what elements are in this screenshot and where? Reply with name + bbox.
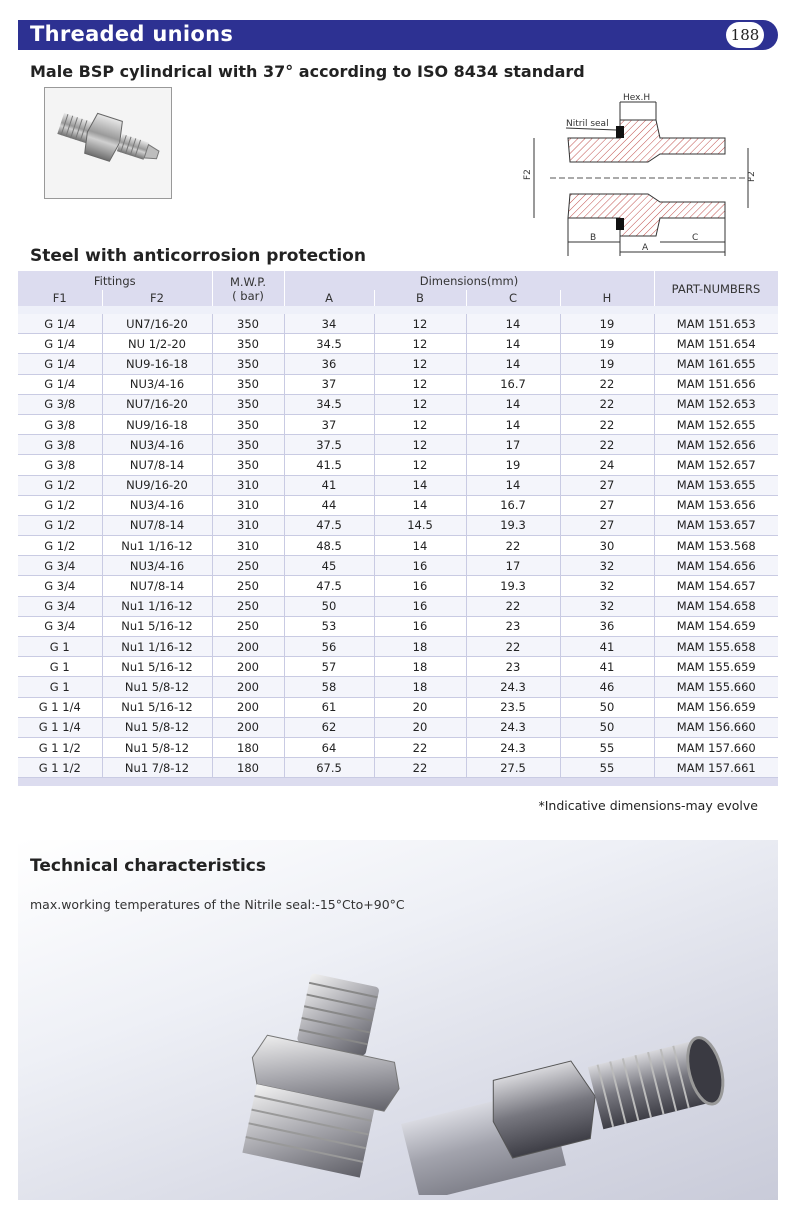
table-row bbox=[18, 677, 778, 697]
cell-f2: NU7/8-14 bbox=[102, 515, 212, 535]
cell-b: 16 bbox=[374, 596, 466, 616]
cell-c: 17 bbox=[466, 556, 560, 576]
table-row bbox=[18, 737, 778, 757]
cell-f2: NU9-16-18 bbox=[102, 354, 212, 374]
cell-c: 27.5 bbox=[466, 758, 560, 778]
fittings-photo bbox=[200, 955, 760, 1195]
cell-f2: NU3/4-16 bbox=[102, 435, 212, 455]
table-row bbox=[18, 697, 778, 717]
label-hex: Hex.H bbox=[623, 93, 651, 103]
cell-part-number: MAM 152.655 bbox=[654, 414, 778, 434]
section-title: Steel with anticorrosion protection bbox=[30, 246, 366, 266]
cell-f1: G 1 1/2 bbox=[18, 737, 102, 757]
cell-f1: G 3/8 bbox=[18, 435, 102, 455]
cell-mwp: 350 bbox=[212, 314, 284, 334]
cell-h: 32 bbox=[560, 556, 654, 576]
cell-part-number: MAM 151.656 bbox=[654, 374, 778, 394]
cell-part-number: MAM 152.653 bbox=[654, 394, 778, 414]
cell-a: 34 bbox=[284, 314, 374, 334]
cell-mwp: 350 bbox=[212, 334, 284, 354]
cell-mwp: 200 bbox=[212, 637, 284, 657]
cell-a: 58 bbox=[284, 677, 374, 697]
cell-a: 34.5 bbox=[284, 394, 374, 414]
header-b: B bbox=[374, 290, 466, 306]
cell-h: 36 bbox=[560, 616, 654, 636]
cell-part-number: MAM 151.653 bbox=[654, 314, 778, 334]
cell-f1: G 1/2 bbox=[18, 536, 102, 556]
table-row bbox=[18, 495, 778, 515]
cell-a: 67.5 bbox=[284, 758, 374, 778]
table-row bbox=[18, 515, 778, 535]
cell-part-number: MAM 157.661 bbox=[654, 758, 778, 778]
cell-b: 18 bbox=[374, 657, 466, 677]
cell-f1: G 3/4 bbox=[18, 576, 102, 596]
cell-b: 12 bbox=[374, 394, 466, 414]
cell-a: 47.5 bbox=[284, 576, 374, 596]
cell-mwp: 350 bbox=[212, 394, 284, 414]
table-row bbox=[18, 657, 778, 677]
cell-mwp: 310 bbox=[212, 536, 284, 556]
cell-a: 48.5 bbox=[284, 536, 374, 556]
cell-c: 22 bbox=[466, 536, 560, 556]
label-c: C bbox=[692, 233, 699, 243]
cell-a: 34.5 bbox=[284, 334, 374, 354]
header-part-numbers: PART-NUMBERS bbox=[654, 271, 778, 306]
cell-mwp: 350 bbox=[212, 435, 284, 455]
label-a: A bbox=[642, 243, 649, 253]
cell-f2: NU7/8-14 bbox=[102, 576, 212, 596]
cell-f2: Nu1 1/16-12 bbox=[102, 536, 212, 556]
cell-a: 56 bbox=[284, 637, 374, 657]
cell-b: 20 bbox=[374, 697, 466, 717]
cell-mwp: 200 bbox=[212, 677, 284, 697]
cell-c: 14 bbox=[466, 394, 560, 414]
cell-b: 14.5 bbox=[374, 515, 466, 535]
header-mwp-line2: ( bar) bbox=[232, 288, 264, 303]
cell-f1: G 1/2 bbox=[18, 475, 102, 495]
cell-b: 14 bbox=[374, 475, 466, 495]
table-bottom-bar bbox=[18, 778, 778, 786]
cell-f2: Nu1 5/16-12 bbox=[102, 616, 212, 636]
table-row bbox=[18, 536, 778, 556]
table-row bbox=[18, 556, 778, 576]
cell-a: 61 bbox=[284, 697, 374, 717]
table-row bbox=[18, 455, 778, 475]
cell-part-number: MAM 154.659 bbox=[654, 616, 778, 636]
cell-b: 12 bbox=[374, 455, 466, 475]
cell-h: 41 bbox=[560, 657, 654, 677]
cell-b: 16 bbox=[374, 556, 466, 576]
table-row bbox=[18, 374, 778, 394]
label-f2-right: F2 bbox=[747, 171, 757, 182]
cell-a: 37.5 bbox=[284, 435, 374, 455]
cell-f1: G 3/8 bbox=[18, 414, 102, 434]
cell-h: 50 bbox=[560, 697, 654, 717]
cell-c: 16.7 bbox=[466, 495, 560, 515]
cell-f2: Nu1 7/8-12 bbox=[102, 758, 212, 778]
cell-part-number: MAM 152.657 bbox=[654, 455, 778, 475]
fitting-photo-icon bbox=[45, 88, 171, 198]
header-dimensions: Dimensions(mm) bbox=[284, 271, 654, 290]
cell-b: 12 bbox=[374, 414, 466, 434]
cell-f1: G 3/4 bbox=[18, 556, 102, 576]
cell-part-number: MAM 154.658 bbox=[654, 596, 778, 616]
fittings-illustration-icon bbox=[200, 955, 760, 1195]
header-mwp bbox=[212, 271, 284, 306]
cell-part-number: MAM 157.660 bbox=[654, 737, 778, 757]
cell-c: 14 bbox=[466, 414, 560, 434]
cell-f2: NU3/4-16 bbox=[102, 556, 212, 576]
label-f2-left: F2 bbox=[523, 169, 533, 180]
header-h: H bbox=[560, 290, 654, 306]
cell-f2: NU9/16-20 bbox=[102, 475, 212, 495]
label-seal: Nitril seal bbox=[566, 119, 609, 129]
cell-mwp: 250 bbox=[212, 616, 284, 636]
table-row bbox=[18, 394, 778, 414]
cell-c: 23 bbox=[466, 616, 560, 636]
cell-b: 12 bbox=[374, 354, 466, 374]
cell-part-number: MAM 153.568 bbox=[654, 536, 778, 556]
cell-h: 19 bbox=[560, 314, 654, 334]
cell-f2: NU3/4-16 bbox=[102, 374, 212, 394]
cell-part-number: MAM 161.655 bbox=[654, 354, 778, 374]
cell-h: 27 bbox=[560, 495, 654, 515]
cell-h: 19 bbox=[560, 334, 654, 354]
cell-c: 23 bbox=[466, 657, 560, 677]
header-f2: F2 bbox=[102, 290, 212, 306]
cell-a: 37 bbox=[284, 374, 374, 394]
table-row bbox=[18, 475, 778, 495]
parts-table bbox=[18, 271, 778, 786]
cell-part-number: MAM 155.660 bbox=[654, 677, 778, 697]
table-row bbox=[18, 637, 778, 657]
cell-h: 46 bbox=[560, 677, 654, 697]
table-row bbox=[18, 758, 778, 778]
cell-a: 53 bbox=[284, 616, 374, 636]
cell-part-number: MAM 155.658 bbox=[654, 637, 778, 657]
title-bar bbox=[18, 20, 778, 50]
cell-part-number: MAM 156.660 bbox=[654, 717, 778, 737]
cell-c: 24.3 bbox=[466, 737, 560, 757]
table-row bbox=[18, 435, 778, 455]
page-title: Threaded unions bbox=[30, 22, 234, 46]
cell-c: 24.3 bbox=[466, 677, 560, 697]
cell-a: 37 bbox=[284, 414, 374, 434]
cell-part-number: MAM 156.659 bbox=[654, 697, 778, 717]
header-spacer bbox=[18, 306, 778, 314]
cell-mwp: 180 bbox=[212, 758, 284, 778]
technical-drawing bbox=[520, 90, 770, 258]
cell-part-number: MAM 153.655 bbox=[654, 475, 778, 495]
cell-f2: NU7/8-14 bbox=[102, 455, 212, 475]
cell-mwp: 180 bbox=[212, 737, 284, 757]
cell-mwp: 350 bbox=[212, 354, 284, 374]
table-row bbox=[18, 354, 778, 374]
cell-f1: G 1 bbox=[18, 677, 102, 697]
cell-f1: G 3/4 bbox=[18, 596, 102, 616]
tech-text: max.working temperatures of the Nitrile seal:-15°Cto+90°C bbox=[30, 897, 405, 912]
cell-part-number: MAM 153.656 bbox=[654, 495, 778, 515]
cell-f2: Nu1 5/8-12 bbox=[102, 717, 212, 737]
cell-b: 16 bbox=[374, 616, 466, 636]
cell-c: 14 bbox=[466, 354, 560, 374]
cell-c: 16.7 bbox=[466, 374, 560, 394]
cell-c: 19 bbox=[466, 455, 560, 475]
cell-f1: G 1 1/4 bbox=[18, 697, 102, 717]
cell-a: 45 bbox=[284, 556, 374, 576]
cell-a: 36 bbox=[284, 354, 374, 374]
cell-f1: G 1/4 bbox=[18, 374, 102, 394]
cell-f2: Nu1 1/16-12 bbox=[102, 637, 212, 657]
cell-c: 19.3 bbox=[466, 576, 560, 596]
product-subtitle: Male BSP cylindrical with 37° according to ISO 8434 standard bbox=[30, 62, 585, 81]
cell-b: 18 bbox=[374, 637, 466, 657]
page-number: 188 bbox=[726, 22, 764, 48]
cell-mwp: 350 bbox=[212, 414, 284, 434]
cell-part-number: MAM 152.656 bbox=[654, 435, 778, 455]
cell-b: 18 bbox=[374, 677, 466, 697]
cell-a: 50 bbox=[284, 596, 374, 616]
table-row bbox=[18, 334, 778, 354]
cell-mwp: 250 bbox=[212, 556, 284, 576]
cell-c: 17 bbox=[466, 435, 560, 455]
cell-f2: NU3/4-16 bbox=[102, 495, 212, 515]
cell-b: 20 bbox=[374, 717, 466, 737]
cell-f1: G 1/2 bbox=[18, 495, 102, 515]
cell-f1: G 1 bbox=[18, 637, 102, 657]
cell-f2: Nu1 1/16-12 bbox=[102, 596, 212, 616]
cell-f2: Nu1 5/16-12 bbox=[102, 697, 212, 717]
cell-f2: Nu1 5/8-12 bbox=[102, 737, 212, 757]
cell-h: 32 bbox=[560, 596, 654, 616]
header-a: A bbox=[284, 290, 374, 306]
cell-mwp: 350 bbox=[212, 374, 284, 394]
cell-b: 12 bbox=[374, 334, 466, 354]
cell-f1: G 3/4 bbox=[18, 616, 102, 636]
cell-b: 12 bbox=[374, 314, 466, 334]
cell-mwp: 250 bbox=[212, 576, 284, 596]
cell-b: 14 bbox=[374, 536, 466, 556]
cell-f1: G 3/8 bbox=[18, 394, 102, 414]
cell-h: 55 bbox=[560, 758, 654, 778]
cell-part-number: MAM 154.657 bbox=[654, 576, 778, 596]
table-body bbox=[18, 314, 778, 778]
cell-c: 22 bbox=[466, 637, 560, 657]
cell-c: 19.3 bbox=[466, 515, 560, 535]
cell-h: 41 bbox=[560, 637, 654, 657]
cell-a: 41.5 bbox=[284, 455, 374, 475]
cell-mwp: 200 bbox=[212, 657, 284, 677]
cell-part-number: MAM 153.657 bbox=[654, 515, 778, 535]
cell-mwp: 250 bbox=[212, 596, 284, 616]
header-c: C bbox=[466, 290, 560, 306]
cell-h: 22 bbox=[560, 435, 654, 455]
cell-f1: G 1/4 bbox=[18, 334, 102, 354]
cell-a: 44 bbox=[284, 495, 374, 515]
table-row bbox=[18, 596, 778, 616]
label-b: B bbox=[590, 233, 597, 243]
cell-h: 55 bbox=[560, 737, 654, 757]
cell-part-number: MAM 151.654 bbox=[654, 334, 778, 354]
cell-b: 16 bbox=[374, 576, 466, 596]
cell-f1: G 1/4 bbox=[18, 354, 102, 374]
table-row bbox=[18, 616, 778, 636]
cell-a: 57 bbox=[284, 657, 374, 677]
table-row bbox=[18, 314, 778, 334]
cell-h: 22 bbox=[560, 374, 654, 394]
cell-h: 30 bbox=[560, 536, 654, 556]
cell-c: 22 bbox=[466, 596, 560, 616]
cell-h: 27 bbox=[560, 515, 654, 535]
cell-f2: Nu1 5/16-12 bbox=[102, 657, 212, 677]
cell-f1: G 1 bbox=[18, 657, 102, 677]
cell-h: 50 bbox=[560, 717, 654, 737]
cell-b: 12 bbox=[374, 374, 466, 394]
cell-b: 12 bbox=[374, 435, 466, 455]
cell-mwp: 310 bbox=[212, 475, 284, 495]
cell-b: 22 bbox=[374, 737, 466, 757]
cell-a: 64 bbox=[284, 737, 374, 757]
table-row bbox=[18, 576, 778, 596]
cell-a: 47.5 bbox=[284, 515, 374, 535]
header-fittings: Fittings bbox=[18, 271, 212, 290]
cell-c: 14 bbox=[466, 475, 560, 495]
cell-h: 24 bbox=[560, 455, 654, 475]
cell-mwp: 200 bbox=[212, 697, 284, 717]
cell-b: 14 bbox=[374, 495, 466, 515]
cell-h: 22 bbox=[560, 414, 654, 434]
cell-f1: G 3/8 bbox=[18, 455, 102, 475]
cell-c: 14 bbox=[466, 314, 560, 334]
cell-f1: G 1 1/4 bbox=[18, 717, 102, 737]
cell-f2: UN7/16-20 bbox=[102, 314, 212, 334]
header-mwp-line1: M.W.P. bbox=[229, 274, 267, 289]
header-f1: F1 bbox=[18, 290, 102, 306]
cell-a: 41 bbox=[284, 475, 374, 495]
cell-f2: NU7/16-20 bbox=[102, 394, 212, 414]
cell-h: 32 bbox=[560, 576, 654, 596]
cell-a: 62 bbox=[284, 717, 374, 737]
cell-h: 19 bbox=[560, 354, 654, 374]
cell-mwp: 200 bbox=[212, 717, 284, 737]
product-photo bbox=[44, 87, 172, 199]
cell-f1: G 1 1/2 bbox=[18, 758, 102, 778]
table-row bbox=[18, 717, 778, 737]
footnote: *Indicative dimensions-may evolve bbox=[538, 798, 758, 813]
cell-c: 24.3 bbox=[466, 717, 560, 737]
cell-b: 22 bbox=[374, 758, 466, 778]
cell-h: 22 bbox=[560, 394, 654, 414]
cell-c: 14 bbox=[466, 334, 560, 354]
tech-title: Technical characteristics bbox=[30, 856, 266, 876]
cell-mwp: 310 bbox=[212, 495, 284, 515]
cell-part-number: MAM 154.656 bbox=[654, 556, 778, 576]
cell-f1: G 1/2 bbox=[18, 515, 102, 535]
cell-mwp: 310 bbox=[212, 515, 284, 535]
cell-f2: NU 1/2-20 bbox=[102, 334, 212, 354]
cell-h: 27 bbox=[560, 475, 654, 495]
cell-f2: NU9/16-18 bbox=[102, 414, 212, 434]
cell-c: 23.5 bbox=[466, 697, 560, 717]
cell-mwp: 350 bbox=[212, 455, 284, 475]
table-row bbox=[18, 414, 778, 434]
cell-f2: Nu1 5/8-12 bbox=[102, 677, 212, 697]
cell-part-number: MAM 155.659 bbox=[654, 657, 778, 677]
cell-f1: G 1/4 bbox=[18, 314, 102, 334]
